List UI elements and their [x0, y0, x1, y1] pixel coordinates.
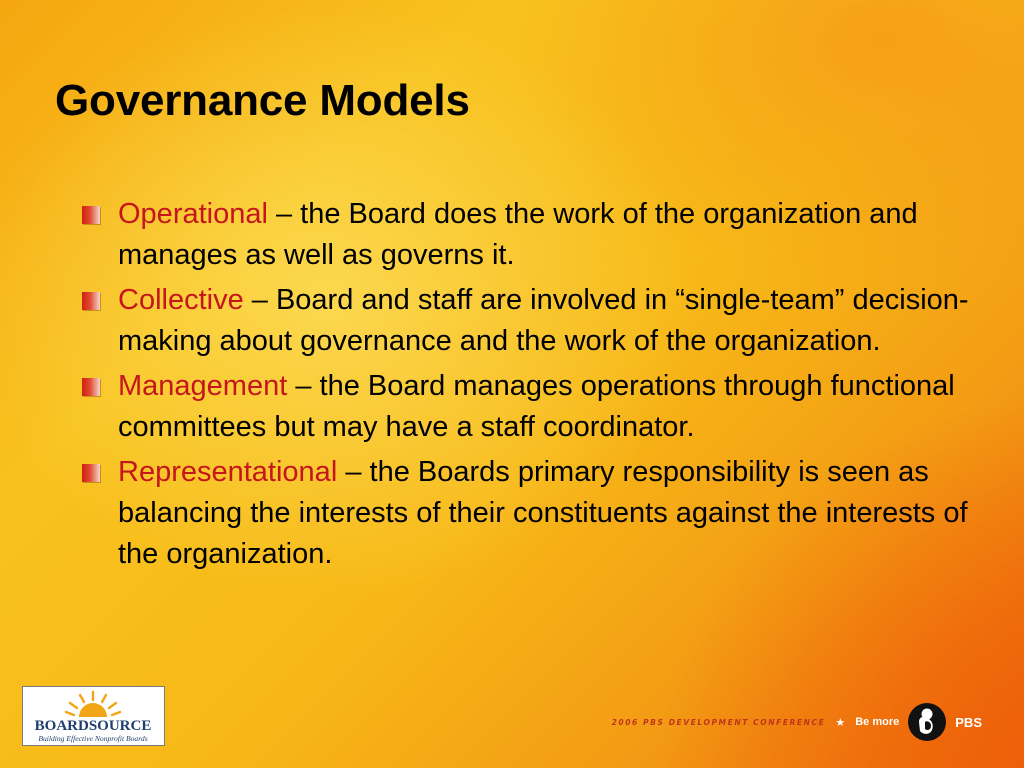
bullet-term: Management — [118, 370, 288, 402]
square-bullet-icon — [82, 378, 100, 396]
bullet-item-operational — [80, 194, 980, 276]
conference-label: 2006 PBS DEVELOPMENT CONFERENCE — [611, 717, 826, 727]
boardsource-logo-graphic — [23, 687, 164, 745]
bullet-text: – the Board manages operations through functional committees but may have a staff coordinator. — [118, 370, 955, 443]
sun-icon — [66, 692, 120, 717]
boardsource-logo — [22, 686, 165, 746]
bullet-text: – Board and staff are involved in “single-team” decision-making about governance and the work of the organization. — [118, 284, 969, 357]
square-bullet-icon — [82, 464, 100, 482]
star-icon: ★ — [835, 716, 846, 729]
bullet-list — [80, 194, 980, 579]
bullet-term: Representational — [118, 456, 338, 488]
footer-branding — [612, 702, 982, 742]
bullet-item-collective — [80, 280, 980, 362]
square-bullet-icon — [82, 292, 100, 310]
pbs-head-logo-icon — [907, 702, 947, 742]
slide-title: Governance Models — [55, 76, 470, 125]
bullet-item-management — [80, 366, 980, 448]
pbs-label: PBS — [955, 714, 982, 730]
bullet-text: – the Boards primary responsibility is seen as balancing the interests of their constituents against the interests of the organization. — [118, 456, 968, 570]
bullet-text: – the Board does the work of the organization and manages as well as governs it. — [118, 198, 918, 271]
bullet-term: Operational — [118, 198, 268, 230]
square-bullet-icon — [82, 206, 100, 224]
logo-name: BOARDSOURCE — [34, 718, 152, 734]
bullet-item-representational — [80, 452, 980, 575]
be-more-label: Be more — [855, 716, 900, 728]
logo-tagline: Building Effective Nonprofit Boards — [38, 734, 148, 743]
bullet-term: Collective — [118, 284, 244, 316]
